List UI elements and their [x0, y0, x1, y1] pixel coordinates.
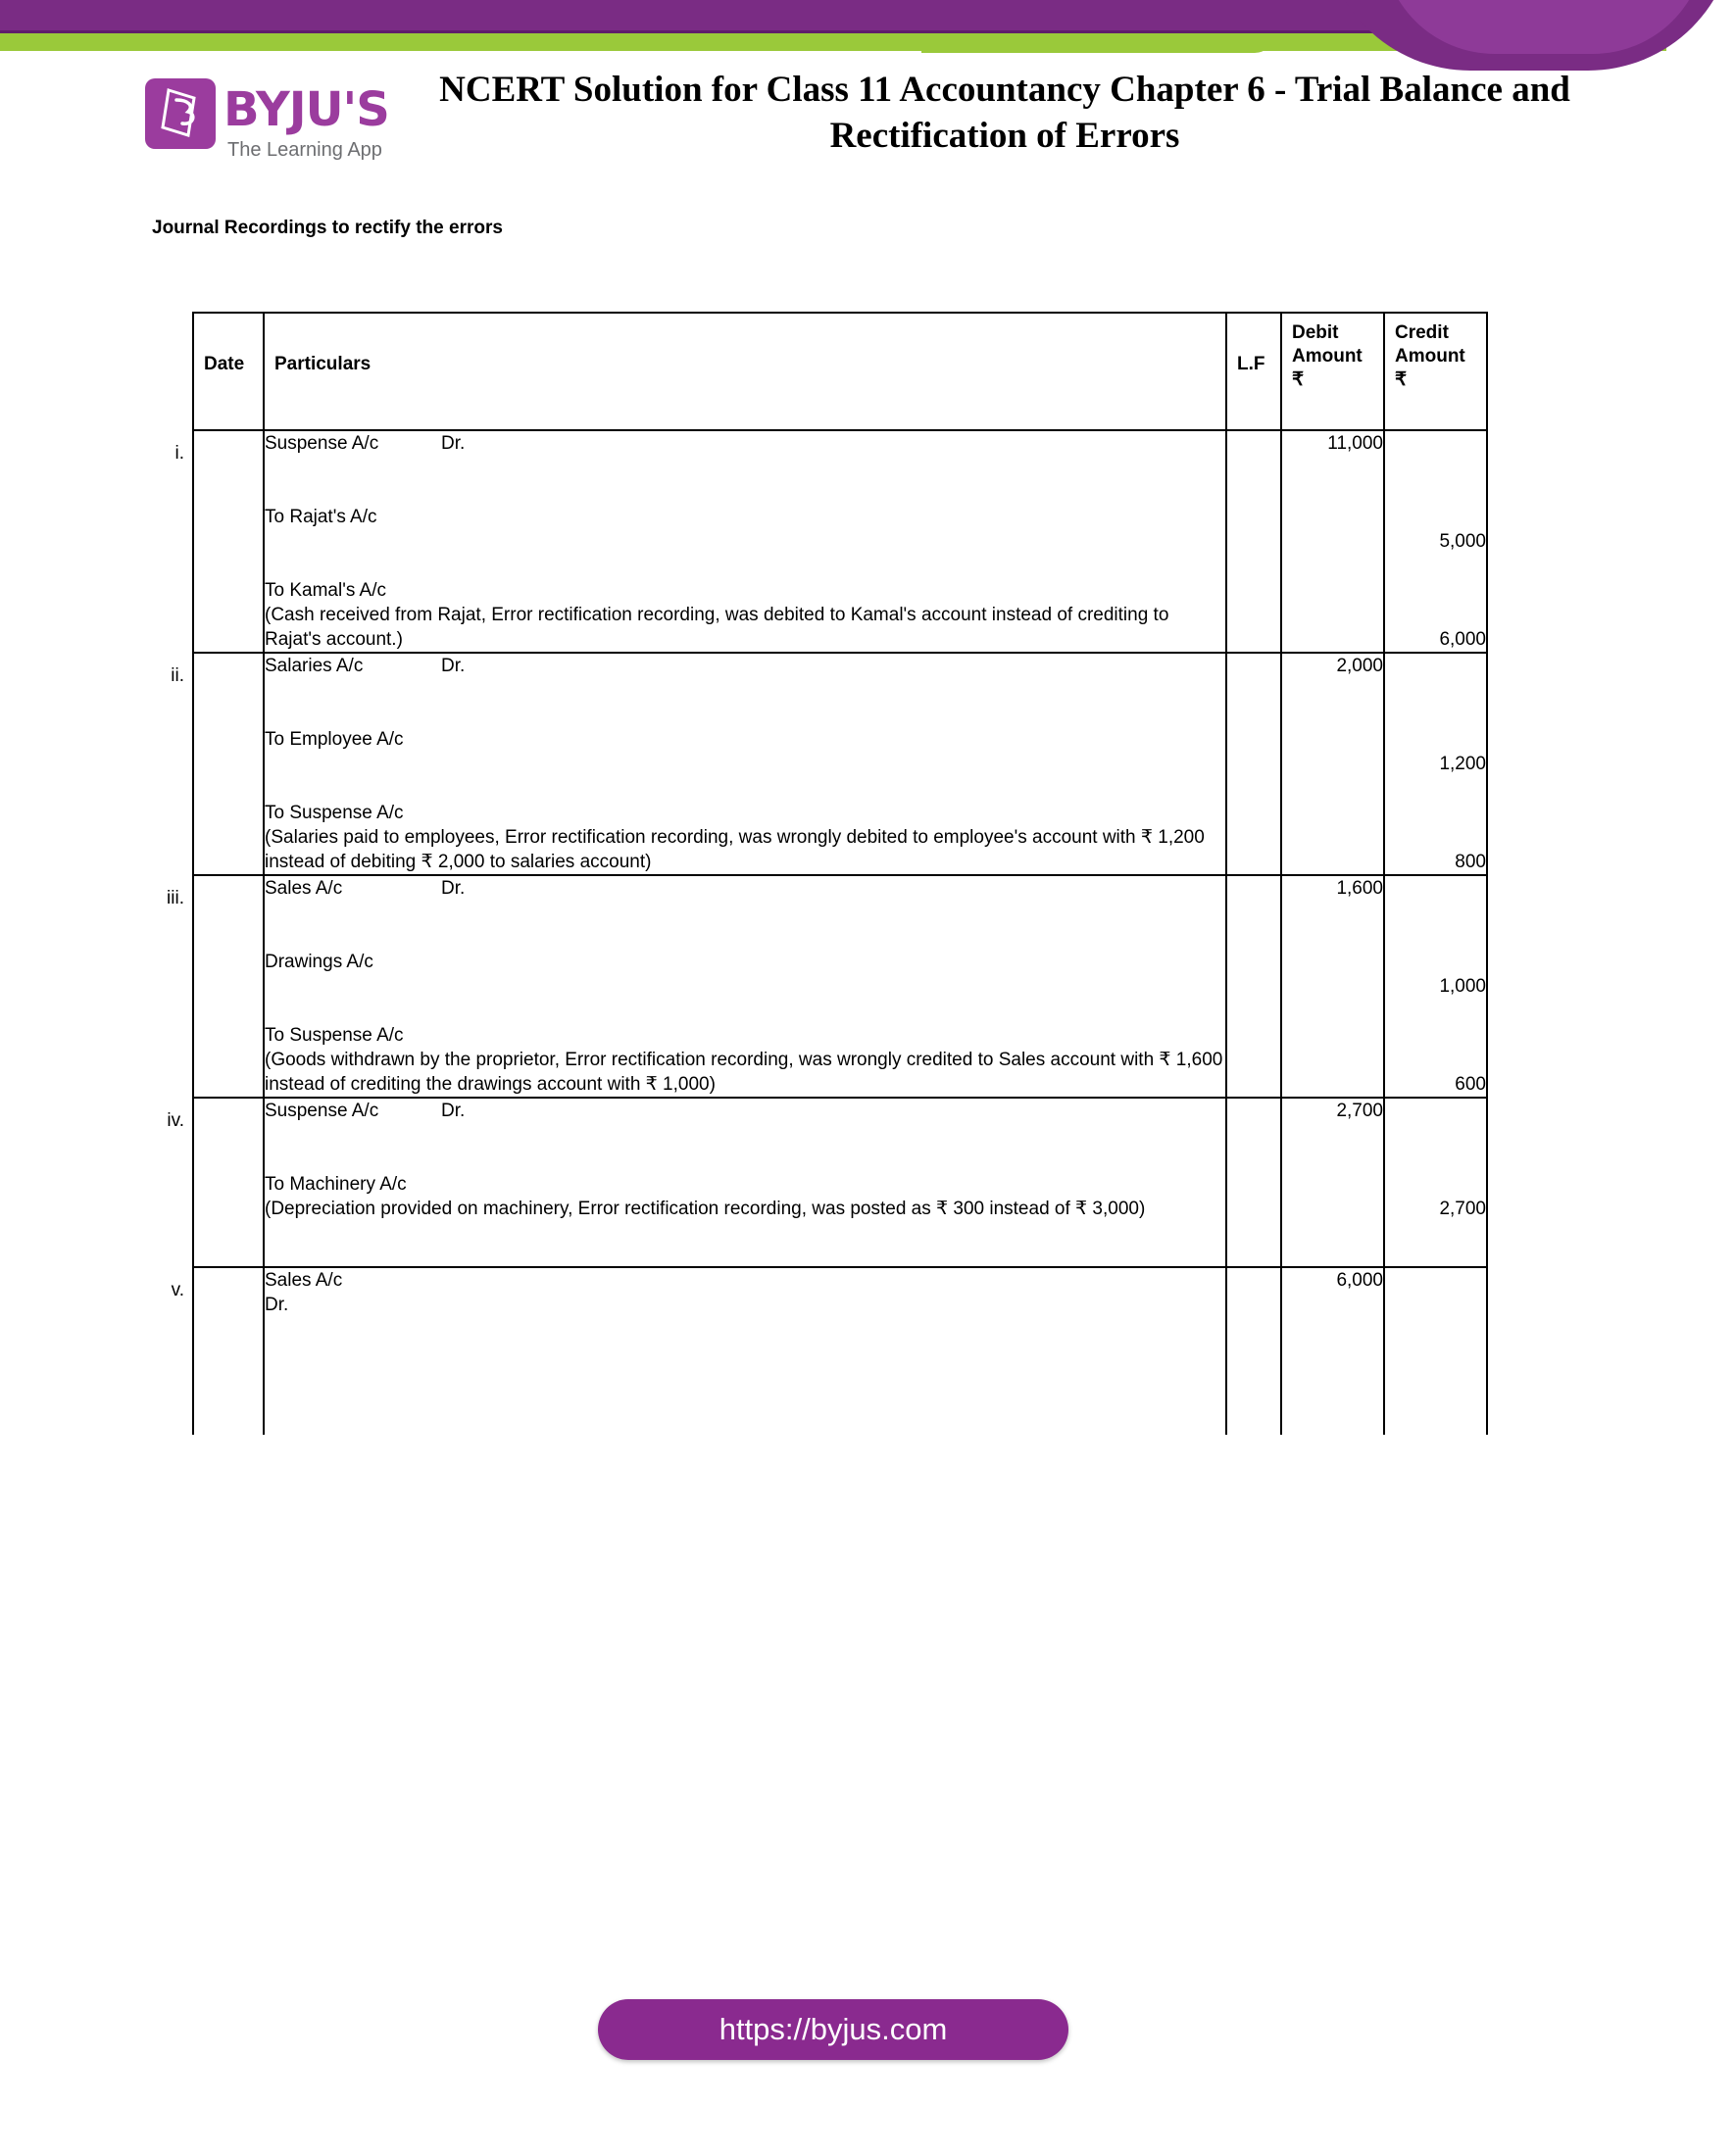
entry-account-name: Salaries A/c: [265, 656, 364, 676]
column-header-lf: [1226, 313, 1281, 430]
entry-spacer: [265, 456, 1225, 505]
entry-line: [265, 654, 1225, 678]
entry-spacer: [1385, 554, 1486, 627]
entry-index-label: iii.: [167, 888, 184, 908]
entry-account-name: To Suspense A/c: [265, 1025, 404, 1046]
entry-line: [265, 1172, 1225, 1197]
entry-index-label: v.: [171, 1280, 184, 1300]
entry-debit-amount: 11,000: [1327, 433, 1383, 454]
entry-spacer: [265, 1221, 1225, 1266]
entry-debit-cell: [1281, 1098, 1384, 1267]
entry-credit-cell: [1384, 875, 1487, 1098]
entry-line: [265, 505, 1225, 529]
entry-spacer: [265, 752, 1225, 801]
column-header-date: [193, 313, 264, 430]
entry-account-name: Suspense A/c: [265, 433, 379, 454]
table-row: [193, 1098, 1487, 1267]
journal-table-head: [193, 313, 1487, 430]
entry-line: [265, 727, 1225, 752]
entry-credit-cell: [1384, 430, 1487, 653]
entry-spacer: [1385, 776, 1486, 850]
column-header-debit-currency: ₹: [1292, 369, 1305, 390]
column-header-credit-label: Credit Amount: [1395, 322, 1465, 367]
entry-debit-cell: [1281, 430, 1384, 653]
entry-date-cell: [171, 653, 264, 875]
entry-credit-amount: 800: [1455, 852, 1486, 872]
entry-index-label: iv.: [167, 1110, 184, 1131]
entry-line: [265, 1099, 1225, 1123]
entry-line: [265, 1268, 1225, 1293]
entry-credit-amount: [1385, 1099, 1486, 1123]
table-row: [193, 1267, 1487, 1435]
entry-debit-amount: 1,600: [1336, 878, 1383, 899]
entry-account-name: To Kamal's A/c: [265, 580, 387, 601]
entry-dr-marker: Dr.: [441, 656, 466, 676]
entry-credit-cell: [1384, 1267, 1487, 1435]
entry-debit-amount: 2,000: [1336, 656, 1383, 676]
column-header-date-label: Date: [204, 354, 245, 374]
journal-header-row: [193, 313, 1487, 430]
entry-credit-amount: [1385, 876, 1486, 901]
entry-line: [265, 578, 1225, 603]
column-header-credit-currency: ₹: [1395, 369, 1408, 390]
page-top-banner: [0, 0, 1666, 69]
entry-narration: (Salaries paid to employees, Error rectification recording, was wrongly debited to employee's account with ₹ 1,200 instead of debiting ₹ 2,000 to salaries account): [265, 827, 1205, 872]
entry-narration: (Depreciation provided on machinery, Error rectification recording, was posted as ₹ 300 instead of ₹ 3,000): [265, 1199, 1146, 1219]
entry-narration: (Goods withdrawn by the proprietor, Error rectification recording, was wrongly credited to Sales account with ₹ 1,600 instead of crediting the drawings account with ₹ 1,000): [265, 1050, 1223, 1095]
entry-lf-cell: [1226, 653, 1281, 875]
entry-spacer: [1385, 999, 1486, 1072]
entry-account-name: Drawings A/c: [265, 952, 373, 972]
page-header: [0, 67, 1666, 184]
table-row: [193, 875, 1487, 1098]
entry-account-name: To Rajat's A/c: [265, 507, 377, 527]
entry-narration: (Cash received from Rajat, Error rectification recording, was debited to Kamal's account instead of crediting to Rajat's account.): [265, 605, 1169, 650]
byjus-b-glyph-icon: [155, 86, 206, 141]
entry-index-label: ii.: [171, 665, 184, 686]
entry-lf-cell: [1226, 430, 1281, 653]
entry-account-name: Suspense A/c: [265, 1101, 379, 1121]
byjus-logo: [145, 78, 439, 176]
banner-green-curve: [921, 33, 1274, 53]
byjus-wordmark: BYJU'S: [223, 82, 389, 137]
entry-credit-amount: [1385, 1268, 1486, 1293]
entry-credit-amount: [1385, 431, 1486, 456]
table-row: [193, 653, 1487, 875]
entry-spacer: [265, 529, 1225, 578]
journal-table: [167, 312, 1488, 1435]
entry-debit-amount: 6,000: [1336, 1270, 1383, 1291]
entry-particulars-cell: [264, 875, 1226, 1098]
journal-table-container: [167, 312, 1486, 1929]
entry-account-name: To Employee A/c: [265, 729, 404, 750]
entry-particulars-cell: [264, 430, 1226, 653]
entry-spacer: [265, 901, 1225, 950]
byjus-website-button[interactable]: https://byjus.com: [598, 1999, 1068, 2060]
entry-credit-amount: 1,000: [1439, 976, 1486, 997]
entry-account-name: To Suspense A/c: [265, 803, 404, 823]
entry-line: [265, 1023, 1225, 1048]
entry-credit-amount: 5,000: [1439, 531, 1486, 552]
entry-credit-cell: [1384, 653, 1487, 875]
column-header-lf-label: L.F: [1237, 354, 1265, 374]
column-header-debit-label: Debit Amount: [1292, 322, 1363, 367]
entry-line: [265, 1293, 1225, 1317]
column-header-particulars-label: Particulars: [274, 354, 372, 374]
entry-spacer: [1385, 901, 1486, 974]
entry-account-name: Sales A/c: [265, 878, 343, 899]
byjus-tagline: The Learning App: [227, 139, 382, 161]
entry-credit-cell: [1384, 1098, 1487, 1267]
entry-date-cell: [167, 875, 264, 1098]
page-title: NCERT Solution for Class 11 Accountancy Chapter 6 - Trial Balance and Rectification of Errors: [439, 70, 1570, 156]
entry-line: [265, 876, 1225, 901]
column-header-debit: [1281, 313, 1384, 430]
entry-date-cell: [174, 430, 264, 653]
entry-dr-marker: Dr.: [265, 1295, 289, 1315]
entry-debit-cell: [1281, 653, 1384, 875]
table-row: [193, 430, 1487, 653]
entry-dr-marker: Dr.: [441, 878, 466, 899]
entry-credit-amount: 6,000: [1439, 629, 1486, 650]
entry-debit-amount: 2,700: [1336, 1101, 1383, 1121]
entry-index-label: i.: [174, 443, 184, 464]
entry-lf-cell: [1226, 1267, 1281, 1435]
entry-credit-amount: 2,700: [1439, 1199, 1486, 1219]
entry-spacer: [265, 974, 1225, 1023]
entry-spacer: [1385, 456, 1486, 529]
byjus-logo-icon: [145, 78, 216, 149]
entry-date-cell: [171, 1267, 264, 1435]
entry-dr-marker: Dr.: [441, 433, 466, 454]
column-header-particulars: [264, 313, 1226, 430]
entry-credit-amount: [1385, 654, 1486, 678]
entry-spacer: [265, 1123, 1225, 1172]
entry-lf-cell: [1226, 875, 1281, 1098]
entry-credit-amount: 1,200: [1439, 754, 1486, 774]
entry-particulars-cell: [264, 1098, 1226, 1267]
entry-credit-amount: 600: [1455, 1074, 1486, 1095]
column-header-credit: [1384, 313, 1487, 430]
entry-spacer: [265, 678, 1225, 727]
entry-dr-marker: Dr.: [441, 1101, 466, 1121]
entry-date-cell: [167, 1098, 264, 1267]
section-heading: Journal Recordings to rectify the errors: [152, 218, 503, 238]
entry-spacer: [265, 1317, 1225, 1435]
entry-particulars-cell: [264, 653, 1226, 875]
entry-line: [265, 801, 1225, 825]
entry-debit-cell: [1281, 875, 1384, 1098]
entry-account-name: Sales A/c: [265, 1270, 343, 1291]
entry-line: [265, 431, 1225, 456]
entry-spacer: [1385, 678, 1486, 752]
journal-table-body: [167, 430, 1487, 1435]
entry-lf-cell: [1226, 1098, 1281, 1267]
entry-debit-cell: [1281, 1267, 1384, 1435]
entry-particulars-cell: [264, 1267, 1226, 1435]
entry-line: [265, 950, 1225, 974]
entry-spacer: [1385, 1123, 1486, 1197]
entry-account-name: To Machinery A/c: [265, 1174, 407, 1195]
